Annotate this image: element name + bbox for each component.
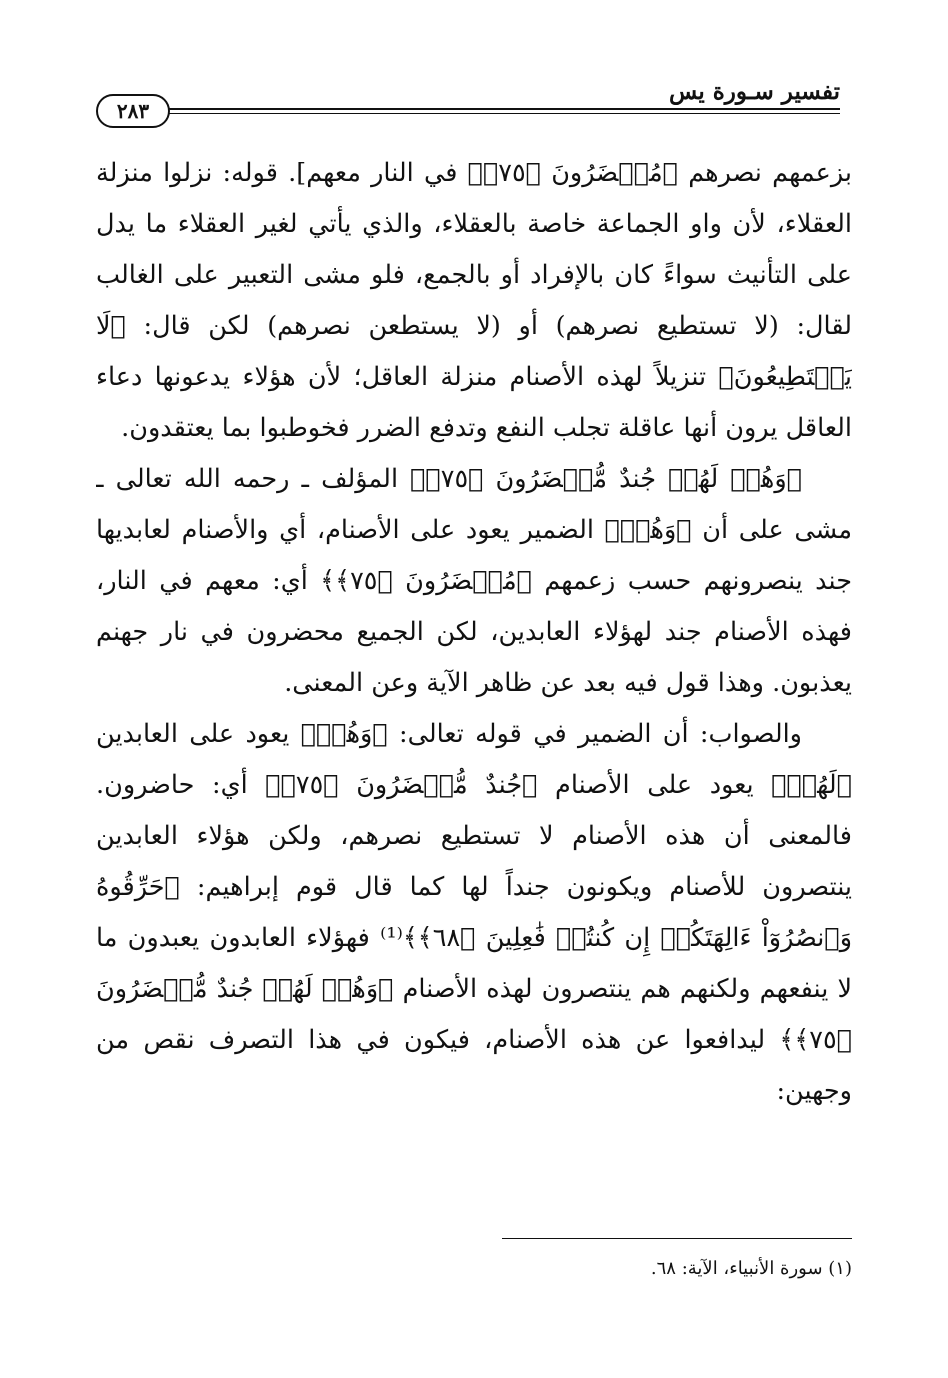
header-rule [158,108,840,110]
page-header [96,78,840,128]
footnote: (١) سورة الأنبياء، الآية: ٦٨. [650,1258,852,1279]
body-text [96,148,852,1208]
header-rule-thin [158,113,840,114]
paragraph: بزعمهم نصرهم ﴿مُحۡضَرُونَ ﴿٧٥﴾﴾ في النار معهم]. قوله: نزلوا منزلة العقلاء، لأن واو الجماعة خاصة بالعقلاء، والذي يأتي لغير العقلاء ما يدل على التأنيث سواءً كان بالإفراد أو بالجمع، فلو مشى التعبير على الغالب لقال: (لا تستطيع نصرهم) أو (لا يستطعن نصرهم) لكن قال: ﴿لَا يَسۡتَطِيعُونَ﴾ تنزيلاً لهذه الأصنام منزلة العاقل؛ لأن هؤلاء يدعونها دعاء العاقل يرون أنها عاقلة تجلب النفع وتدفع الضرر فخوطبوا بما يعتقدون. [96,158,852,443]
footnote-divider [502,1238,852,1239]
paragraph: ﴿وَهُمۡ لَهُمۡ جُندٌ مُّحۡضَرُونَ ﴿٧٥﴾﴾ المؤلف ـ رحمه الله تعالى ـ مشى على أن ﴿وَهُمۡ﴾ الضمير يعود على الأصنام، أي والأصنام لعابديها جند ينصرونهم حسب زعمهم ﴿مُحۡضَرُونَ ﴿٧٥﴾﴾ أي: معهم في النار، فهذه الأصنام جند لهؤلاء العابدين، لكن الجميع محضرون في نار جهنم يعذبون. وهذا قول فيه بعد عن ظاهر الآية وعن المعنى. [96,464,852,698]
page-number: ٢٨٣ [96,94,170,128]
running-title: تفسير سـورة يس [663,78,840,106]
paragraph: والصواب: أن الضمير في قوله تعالى: ﴿وَهُمۡ﴾ يعود على العابدين ﴿لَهُمۡ﴾ يعود على الأصنام ﴿جُندٌ مُّحۡضَرُونَ ﴿٧٥﴾﴾ أي: حاضرون. فالمعنى أن هذه الأصنام لا تستطيع نصرهم، ولكن هؤلاء العابدين ينتصرون للأصنام ويكونون جنداً لها كما قال قوم إبراهيم: ﴿حَرِّقُوهُ وَٱنصُرُوٓاْ ءَالِهَتَكُمۡ إِن كُنتُمۡ فَٰعِلِينَ ﴿٦٨﴾﴾⁽¹⁾ فهؤلاء العابدون يعبدون ما لا ينفعهم ولكنهم هم ينتصرون لهذه الأصنام ﴿وَهُمۡ لَهُمۡ جُندٌ مُّحۡضَرُونَ ﴿٧٥﴾﴾ ليدافعوا عن هذه الأصنام، فيكون في هذا التصرف نقص من وجهين: [96,719,852,1106]
